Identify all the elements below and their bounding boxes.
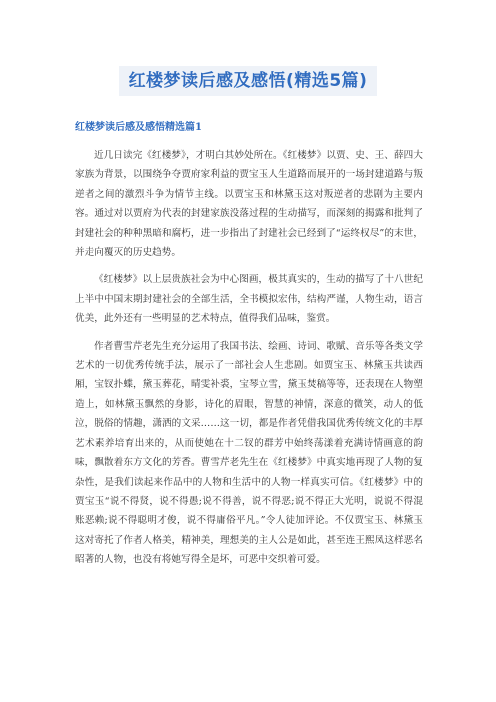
body-paragraph-3: 作者曹雪芹老先生充分运用了我国书法、绘画、诗词、歌赋、音乐等各类文学艺术的一切优秀传统手法，展示了一部社会人生悲剧。如贾宝玉、林黛玉共读西厢，宝钗扑蝶，黛玉葬花，晴雯补裘，宝琴立雪，黛玉焚稿等等，还表现在人物塑造上，如林黛玉飘然的身影，诗化的眉眼，智慧的神情，深意的微笑，动人的低泣，脱俗的情趣，潇洒的文采……这一切，都是作者凭借我国优秀传统文化的丰厚艺术素养培育出来的，从而使她在十二钗的群芳中始终荡漾着充满诗情画意的韵味，飘散着东方文化的芳香。曹雪芹老先生在《红楼梦》中真实地再现了人物的复杂性，是我们读起来作品中的人物和生活中的人物一样真实可信。《红楼梦》中的贾宝玉“说不得贤，说不得愚;说不得善，说不得恶;说不得正大光明，说说不得混账恶赖;说不得聪明才俊，说不得庸俗平凡。”令人徒加评论。不仅贾宝玉、林黛玉这对寄托了作者人格美，精神美，理想美的主人公是如此，甚至连王熙凤这样恶名昭著的人物，也没有将她写得全是坏，可恶中交织着可爱。 — [75, 340, 423, 566]
document-body — [75, 146, 423, 578]
document-title: 红楼梦读后感及感悟(精选5篇) — [119, 66, 378, 96]
body-paragraph-1: 近几日读完《红楼梦》，才明白其妙处所在。《红楼梦》以贾、史、王、薛四大家族为背景，以围绕争夺贾府家利益的贾宝玉人生道路而展开的一场封建道路与叛逆者之间的激烈斗争为情节主线。以贾宝玉和林黛玉这对叛逆者的悲剧为主要内容。通过对以贾府为代表的封建家族没落过程的生动描写，而深刻的揭露和批判了封建社会的种种黑暗和腐朽，进一步指出了封建社会已经到了“运终权尽”的末世，并走向覆灭的历史趋势。 — [75, 150, 423, 259]
body-paragraph-2: 《红楼梦》以上层贵族社会为中心图画，极其真实的，生动的描写了十八世纪上半中中国末期封建社会的全部生活，全书模拟宏伟，结构严谨，人物生动，语言优美，此外还有一些明显的艺术特点，值得我们品味，鉴赏。 — [75, 274, 423, 325]
title-container — [0, 66, 496, 96]
section-heading: 红楼梦读后感及感悟精选篇1 — [75, 122, 202, 133]
